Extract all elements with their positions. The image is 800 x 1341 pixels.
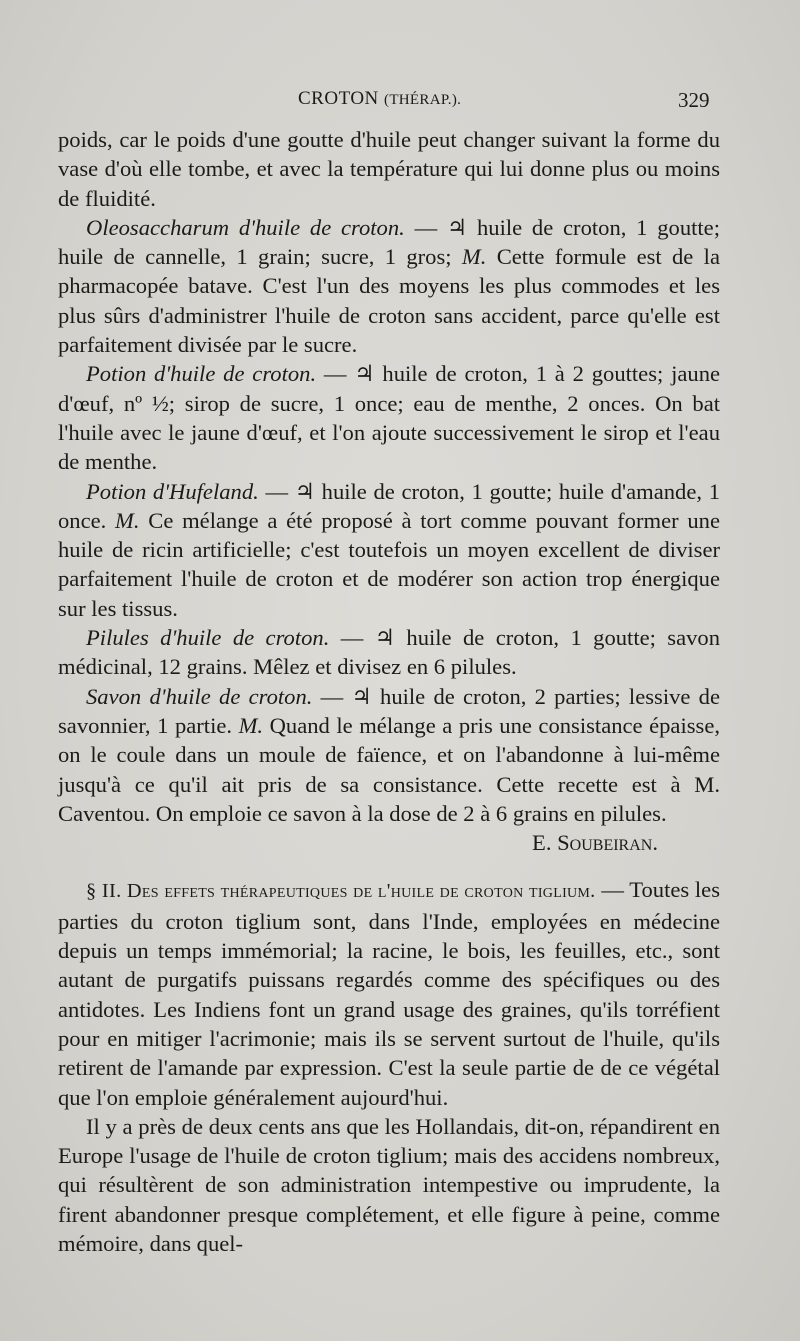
recipe-symbol-icon: ♃ — [446, 214, 468, 240]
section-heading: § II. Des effets thérapeutiques de l'huile de croton tiglium. — [86, 880, 596, 903]
recipe-potion-croton — [58, 359, 720, 476]
em-dash: — — [404, 214, 447, 240]
paragraph-continuation: poids, car le poids d'une goutte d'huile peut changer suivant la forme du vase d'où elle tombe, et avec la température qui lui donne plus ou moins de fluidité. — [58, 127, 720, 211]
running-head-subtitle: (THÉRAP.). — [384, 92, 462, 108]
recipe-title: Oleosaccharum d'huile de croton. — [86, 214, 405, 240]
recipe-pilules — [58, 623, 720, 682]
recipe-text: Quand le mélange a pris une consistance épaisse, on le coule dans un moule de faïence, et on l'abandonne à lui-même jusqu'à ce qu'il ait pris de sa consistance. Cette recette est à M. Caventou. On emploie ce savon à la dose de 2 à 6 grains en pilules. — [58, 712, 720, 826]
em-dash: — — [312, 683, 352, 709]
recipe-symbol-icon: ♃ — [354, 361, 375, 387]
recipe-potion-hufeland — [58, 477, 720, 623]
recipe-title: Savon d'huile de croton. — [86, 683, 313, 709]
recipe-text: huile de croton, 1 à 2 gouttes; jaune d'œuf, nº ½; sirop de sucre, 1 once; eau de menthe, 2 onces. On bat l'huile avec le jaune d'œuf, et l'on ajoute successivement le sirop et l'eau de menthe. — [58, 361, 721, 475]
recipe-text: huile de croton, 2 parties; lessive de savonnier, 1 partie. — [58, 683, 721, 738]
recipe-title: Potion d'Hufeland. — [86, 478, 259, 504]
em-dash: — — [316, 361, 355, 387]
page-number: 329 — [678, 88, 710, 112]
misce-abbrev: M. — [461, 244, 487, 270]
running-head — [298, 88, 461, 110]
recipe-text: huile de croton, 1 goutte; huile d'amande, 1 once. — [58, 478, 720, 533]
author-signature: E. Soubeiran. — [532, 830, 658, 856]
em-dash: — — [329, 625, 375, 651]
recipe-text: Ce mélange a été proposé à tort comme pouvant former une huile de ricin artificielle; c'est toutefois un moyen excellent de diviser parfaitement l'huile de croton et de modérer son action trop énergique sur les tissus. — [58, 507, 720, 621]
em-dash: — — [258, 478, 295, 504]
recipe-text: huile de croton, 1 goutte; huile de cannelle, 1 grain; sucre, 1 gros; — [58, 214, 720, 270]
paragraph-history: Il y a près de deux cents ans que les Hollandais, dit-on, répandirent en Europe l'usage de l'huile de croton tiglium; mais des accidens nombreux, qui résultèrent de son administration intempestive ou imprudente, la firent abandonner presque complétement, et elle figure à peine, comme mémoire, dans quel- — [58, 1113, 720, 1256]
recipe-savon — [58, 682, 720, 858]
recipe-oleosaccharum — [58, 213, 720, 359]
recipe-symbol-icon: ♃ — [351, 683, 372, 709]
recipe-text: Cette formule est de la pharmacopée batave. C'est l'un des moyens les plus commodes et les plus sûrs d'administrer l'huile de croton sans accident, parce qu'elle est parfaitement divisée par le sucre. — [58, 244, 720, 358]
recipe-title: Potion d'huile de croton. — [86, 361, 317, 387]
body-text — [58, 125, 720, 1258]
recipe-title: Pilules d'huile de croton. — [86, 625, 330, 651]
running-head-title: CROTON — [298, 88, 379, 109]
misce-abbrev: M. — [115, 507, 140, 533]
em-dash: — — [595, 877, 630, 903]
recipe-text: huile de croton, 1 goutte; savon médicinal, 12 grains. Mêlez et divisez en 6 pilules. — [58, 625, 721, 680]
recipe-symbol-icon: ♃ — [294, 478, 315, 504]
section-paragraph — [58, 875, 720, 1111]
section-text: Toutes les parties du croton tiglium sont, dans l'Inde, employées en médecine depuis un temps immémorial; la racine, le bois, les feuilles, etc., sont autant de purgatifs puissans regardés comme des spécifiques ou des antidotes. Les Indiens font un grand usage des graines, qu'ils torréfient pour en mitiger l'acrimonie; mais ils se servent surtout de l'huile, qu'ils retirent de l'amande par expression. C'est la seule partie de de ce végétal que l'on emploie généralement aujourd'hui. — [58, 877, 721, 1110]
recipe-symbol-icon: ♃ — [374, 625, 396, 651]
page-header — [0, 88, 800, 118]
misce-abbrev: M. — [238, 712, 264, 738]
